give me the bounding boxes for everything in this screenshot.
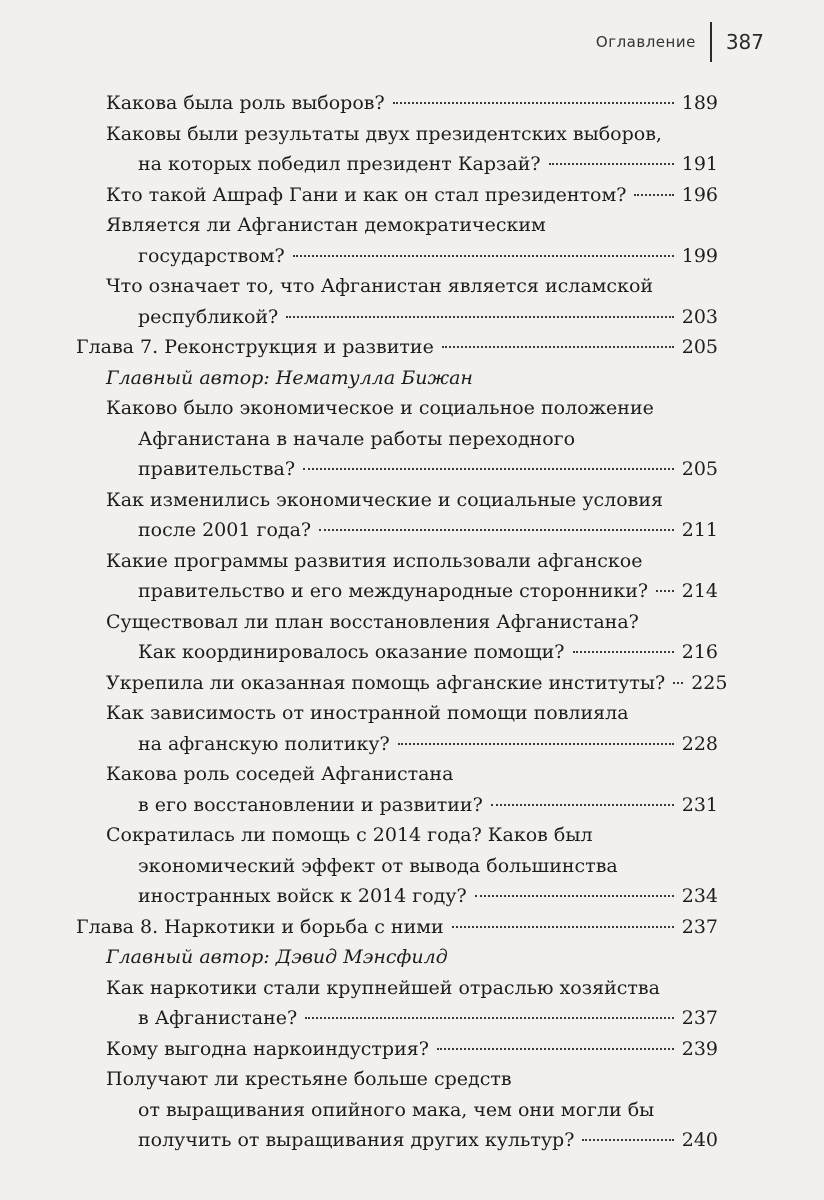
toc-line-text: Как зависимость от иностранной помощи повлияла bbox=[106, 702, 629, 724]
toc-line-text: Какова роль соседей Афганистана bbox=[106, 763, 454, 785]
dot-leader bbox=[656, 590, 674, 592]
toc-page-number: 234 bbox=[681, 885, 718, 907]
toc-entry bbox=[0, 485, 824, 546]
toc-line-text: Каковы были результаты двух президентских выборов, bbox=[106, 122, 662, 145]
toc-line-text: в его восстановлении и развитии? bbox=[138, 793, 483, 816]
toc-line-text: республикой? bbox=[138, 305, 279, 328]
toc-page-number: 214 bbox=[681, 580, 718, 602]
dot-leader bbox=[442, 346, 674, 348]
toc-line-text: государством? bbox=[138, 244, 285, 267]
toc-line bbox=[0, 698, 824, 729]
toc-line bbox=[0, 271, 824, 302]
dot-leader bbox=[452, 926, 674, 928]
toc-line bbox=[0, 759, 824, 790]
toc-page-number: 205 bbox=[681, 336, 718, 358]
toc-entry bbox=[0, 210, 824, 271]
toc-entry bbox=[0, 1034, 824, 1065]
toc-line-text: Кому выгодна наркоиндустрия? bbox=[106, 1037, 429, 1060]
dot-leader bbox=[549, 163, 674, 165]
toc-line-text: Как изменились экономические и социальные условия bbox=[106, 488, 664, 511]
toc-line bbox=[0, 607, 824, 638]
toc-line bbox=[0, 241, 824, 272]
toc-line bbox=[0, 363, 824, 394]
toc-line-text: Что означает то, что Афганистан является исламской bbox=[106, 275, 654, 297]
toc-line-text: Главный автор: Дэвид Мэнсфилд bbox=[106, 946, 448, 968]
toc-entry bbox=[0, 393, 824, 485]
dot-leader bbox=[293, 255, 674, 257]
toc-entry bbox=[0, 698, 824, 759]
running-header bbox=[596, 22, 764, 62]
toc-line-text: Глава 8. Наркотики и борьба с ними bbox=[76, 915, 444, 938]
toc-entry bbox=[0, 271, 824, 332]
toc-page-number: 191 bbox=[681, 153, 718, 175]
dot-leader bbox=[582, 1139, 673, 1141]
toc-line bbox=[0, 881, 824, 912]
toc-line-text: правительство и его международные сторонники? bbox=[138, 580, 649, 602]
toc-page-number: 228 bbox=[681, 732, 718, 755]
toc-page-number: 239 bbox=[681, 1037, 718, 1060]
toc-line bbox=[0, 1003, 824, 1034]
toc-entry bbox=[0, 973, 824, 1034]
dot-leader bbox=[305, 1017, 674, 1019]
toc-line-text: правительства? bbox=[138, 458, 296, 480]
toc-line-text: Каково было экономическое и социальное положение bbox=[106, 397, 654, 419]
toc-line bbox=[0, 332, 824, 363]
toc-line bbox=[0, 424, 824, 455]
toc-page-number: 205 bbox=[681, 458, 718, 480]
toc-line bbox=[0, 149, 824, 180]
toc-line bbox=[0, 1095, 824, 1126]
toc-line bbox=[0, 729, 824, 760]
toc-page-number: 237 bbox=[681, 915, 718, 938]
toc-entry bbox=[0, 607, 824, 668]
dot-leader bbox=[319, 529, 674, 531]
toc-entry bbox=[0, 820, 824, 912]
toc-line-text: иностранных войск к 2014 году? bbox=[138, 885, 467, 907]
toc-line bbox=[0, 851, 824, 882]
toc-line bbox=[0, 119, 824, 150]
page-number: 387 bbox=[725, 30, 764, 54]
toc-entry bbox=[0, 546, 824, 607]
toc-line bbox=[0, 210, 824, 241]
toc-line-text: в Афганистане? bbox=[138, 1007, 298, 1029]
toc-line bbox=[0, 302, 824, 333]
toc-line-text: Главный автор: Нематулла Бижан bbox=[106, 366, 473, 389]
dot-leader bbox=[286, 316, 674, 318]
toc-page-number: 240 bbox=[681, 1129, 718, 1151]
toc-line-text: Глава 7. Реконструкция и развитие bbox=[76, 336, 434, 358]
toc-entry bbox=[0, 759, 824, 820]
toc-line bbox=[0, 546, 824, 577]
toc-page-number: 199 bbox=[681, 244, 718, 267]
toc-line-text: получить от выращивания других культур? bbox=[138, 1129, 575, 1151]
toc-line bbox=[0, 820, 824, 851]
toc-line-text: Кто такой Ашраф Гани и как он стал президентом? bbox=[106, 183, 627, 206]
dot-leader bbox=[437, 1048, 674, 1050]
toc-line-text: на афганскую политику? bbox=[138, 732, 390, 755]
toc-line-text: Какие программы развития использовали афганское bbox=[106, 549, 643, 572]
toc-entry bbox=[0, 1064, 824, 1156]
toc-entry bbox=[0, 88, 824, 119]
toc-line-text: экономический эффект от вывода большинства bbox=[138, 854, 618, 877]
toc-line bbox=[0, 88, 824, 119]
toc-line bbox=[0, 790, 824, 821]
toc-page-number: 237 bbox=[681, 1007, 718, 1029]
toc-line-text: Существовал ли план восстановления Афганистана? bbox=[106, 610, 639, 633]
toc-line-text: Афганистана в начале работы переходного bbox=[138, 427, 576, 450]
toc-line bbox=[0, 1125, 824, 1156]
toc-entry bbox=[0, 119, 824, 180]
toc-line bbox=[0, 973, 824, 1004]
dot-leader bbox=[398, 743, 674, 745]
toc-line-text: Как наркотики стали крупнейшей отраслью хозяйства bbox=[106, 976, 660, 999]
toc-line bbox=[0, 393, 824, 424]
toc-line bbox=[0, 454, 824, 485]
toc-page-number: 196 bbox=[681, 183, 718, 206]
toc-author bbox=[0, 363, 824, 394]
toc-line bbox=[0, 1034, 824, 1065]
table-of-contents bbox=[0, 88, 824, 1156]
toc-page-number: 203 bbox=[681, 305, 718, 328]
toc-line-text: Какова была роль выборов? bbox=[106, 92, 385, 114]
toc-line bbox=[0, 637, 824, 668]
toc-line bbox=[0, 668, 824, 699]
toc-line bbox=[0, 912, 824, 943]
toc-line bbox=[0, 942, 824, 973]
toc-line bbox=[0, 180, 824, 211]
toc-line-text: Укрепила ли оказанная помощь афганские институты? bbox=[106, 671, 666, 694]
dot-leader bbox=[634, 194, 673, 196]
dot-leader bbox=[573, 651, 674, 653]
section-title: Оглавление bbox=[595, 33, 696, 51]
dot-leader bbox=[491, 804, 674, 806]
toc-chapter bbox=[0, 332, 824, 363]
dot-leader bbox=[475, 895, 674, 897]
toc-page-number: 225 bbox=[691, 671, 728, 694]
dot-leader bbox=[393, 102, 674, 104]
toc-line bbox=[0, 1064, 824, 1095]
dot-leader bbox=[303, 468, 674, 470]
toc-page-number: 216 bbox=[681, 641, 718, 663]
toc-line-text: на которых победил президент Карзай? bbox=[138, 153, 541, 175]
toc-line-text: Получают ли крестьяне больше средств bbox=[106, 1068, 512, 1090]
toc-line-text: Сократилась ли помощь с 2014 года? Каков был bbox=[106, 824, 593, 846]
toc-line-text: Является ли Афганистан демократическим bbox=[106, 214, 546, 236]
toc-line bbox=[0, 576, 824, 607]
toc-line bbox=[0, 485, 824, 516]
toc-author bbox=[0, 942, 824, 973]
toc-line-text: Как координировалось оказание помощи? bbox=[138, 641, 565, 663]
dot-leader bbox=[673, 682, 683, 684]
toc-page-number: 189 bbox=[681, 92, 718, 114]
toc-line bbox=[0, 515, 824, 546]
toc-entry bbox=[0, 180, 824, 211]
toc-page-number: 211 bbox=[681, 519, 718, 541]
toc-entry bbox=[0, 668, 824, 699]
toc-line-text: после 2001 года? bbox=[138, 519, 312, 541]
toc-page-number: 231 bbox=[681, 793, 718, 816]
toc-chapter bbox=[0, 912, 824, 943]
toc-line-text: от выращивания опийного мака, чем они могли бы bbox=[138, 1098, 655, 1121]
